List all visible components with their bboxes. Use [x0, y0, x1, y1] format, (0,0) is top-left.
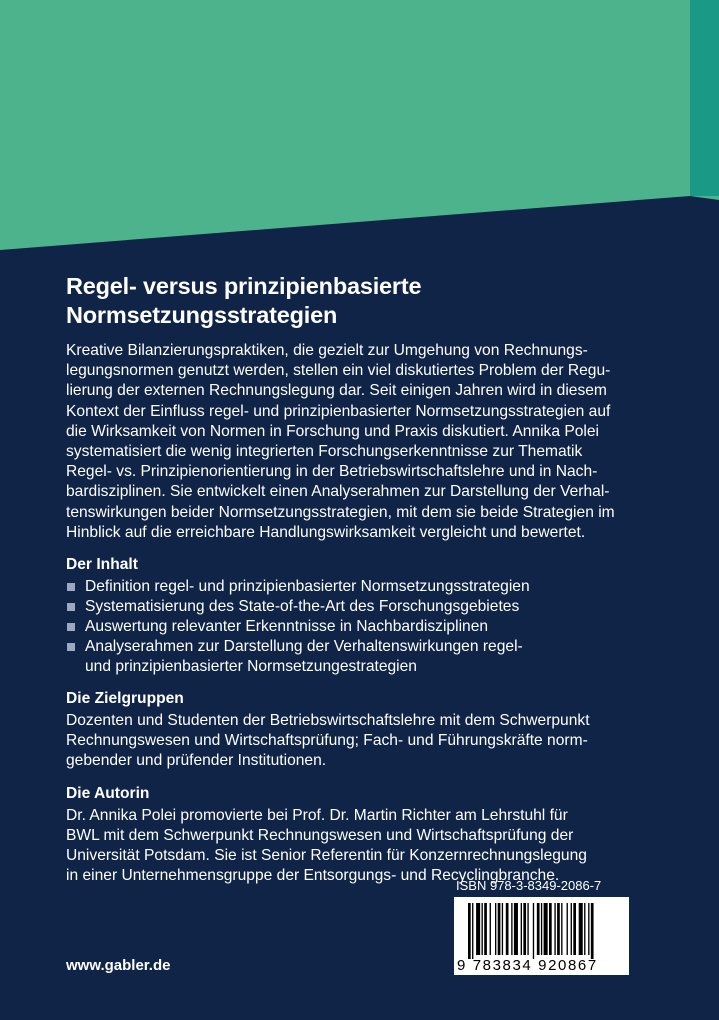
barcode-digits: 9 783834 920867: [457, 957, 598, 974]
barcode-bar: [588, 903, 589, 955]
description-line: Hinblick auf die erreichbare Handlungswirksamkeit vergleicht und bewertet.: [66, 523, 586, 541]
autorin-line: in einer Unternehmensgruppe der Entsorgungs- und Recyclingbranche.: [66, 867, 560, 885]
barcode-bar: [567, 903, 568, 955]
square-bullet-icon: [67, 583, 75, 591]
zielgruppen-line: gebender und prüfender Institutionen.: [66, 752, 327, 770]
autorin-text: [66, 806, 656, 887]
barcode-bar: [549, 903, 552, 955]
zielgruppen-heading: Die Zielgruppen: [66, 690, 184, 708]
autorin-line: Universität Potsdam. Sie ist Senior Referentin für Konzernrechnungslegung: [66, 847, 587, 865]
barcode-bar: [573, 903, 576, 955]
description-line: Regel- vs. Prinzipienorientierung in der Betriebswirtschaftslehre und in Nach-: [66, 463, 598, 481]
barcode-bar: [533, 903, 534, 959]
list-item: [66, 577, 656, 597]
barcode-bar: [561, 903, 562, 955]
barcode-bar: [557, 903, 560, 955]
description-line: die Wirksamkeit von Normen in Forschung und Praxis diskutiert. Annika Polei: [66, 422, 600, 440]
description-line: systematisiert die wenig integrierten Forschungserkenntnisse zur Thematik: [66, 443, 583, 461]
barcode-bar: [514, 903, 518, 955]
zielgruppen-line: Dozenten und Studenten der Betriebswirtschaftslehre mit dem Schwerpunkt: [66, 712, 590, 730]
back-cover-text: [66, 272, 656, 886]
barcode-bar: [571, 903, 572, 955]
barcode-bar: [579, 903, 583, 955]
list-item: [66, 617, 656, 637]
barcode-bar: [472, 903, 473, 959]
barcode-bar: [537, 903, 540, 955]
barcode-bar: [468, 903, 471, 959]
barcode-bar: [498, 903, 501, 955]
list-item: [66, 597, 656, 617]
barcode-bar: [511, 903, 512, 955]
title-line-1: Regel- versus prinzipienbasierte: [66, 273, 422, 299]
barcode-bar: [506, 903, 509, 955]
barcode-bar: [476, 903, 480, 955]
barcode: [454, 897, 629, 975]
square-bullet-icon: [67, 623, 75, 631]
list-item-text: Auswertung relevanter Erkenntnisse in Nachbardisziplinen: [85, 618, 489, 636]
barcode-bar: [495, 903, 496, 955]
barcode-bar: [523, 903, 526, 955]
description-line: tenswirkungen beider Normsetzungsstrategien, mit dem sie beide Strategien im: [66, 503, 615, 521]
barcode-bar: [541, 903, 542, 955]
inhalt-heading: Der Inhalt: [66, 556, 138, 574]
inhalt-list: [66, 577, 656, 677]
title-line-2: Normsetzungsstrategien: [66, 302, 338, 328]
barcode-bar: [527, 903, 528, 955]
autorin-line: BWL mit dem Schwerpunkt Rechnungswesen und Wirtschaftsprüfung der: [66, 826, 574, 844]
description-line: Kreative Bilanzierungspraktiken, die gezielt zur Umgehung von Rechnungs-: [66, 342, 588, 359]
barcode-bar: [482, 903, 483, 955]
description-line: Kontext der Einfluss regel- und prinzipienbasierter Normsetzungsstrategien auf: [66, 402, 611, 420]
description-line: bardisziplinen. Sie entwickelt einen Analyserahmen zur Darstellung der Verhal-: [66, 483, 610, 501]
description-line: legungsnormen genutzt werden, stellen ein viel diskutiertes Problem der Regu-: [66, 362, 611, 380]
description: [66, 341, 656, 543]
isbn-label: ISBN 978-3-8349-2086-7: [456, 878, 602, 893]
barcode-bar: [544, 903, 548, 955]
zielgruppen-text: [66, 711, 656, 772]
barcode-bar: [584, 903, 585, 955]
list-item-text-continued: und prinzipienbasierter Normsetzungestrategien: [85, 658, 417, 676]
list-item-text: Systematisierung des State-of-the-Art des Forschungsgebietes: [85, 598, 520, 616]
square-bullet-icon: [67, 643, 75, 651]
barcode-bar: [502, 903, 503, 955]
barcode-bar: [490, 903, 491, 955]
list-item-text: Definition regel- und prinzipienbasierter Normsetzungsstrategien: [85, 578, 530, 596]
autorin-heading: Die Autorin: [66, 784, 150, 802]
barcode-bar: [521, 903, 522, 955]
list-item-text: Analyserahmen zur Darstellung der Verhaltenswirkungen regel-: [85, 638, 523, 656]
list-item: [66, 637, 656, 677]
green-band-edge: [690, 0, 719, 196]
publisher-website: www.gabler.de: [66, 957, 171, 974]
description-line: lierung der externen Rechnungslegung dar. Seit einigen Jahren wird in diesem: [66, 382, 607, 400]
barcode-bar: [591, 903, 594, 959]
square-bullet-icon: [67, 603, 75, 611]
barcode-bar: [484, 903, 487, 955]
zielgruppen-line: Rechnungswesen und Wirtschaftsprüfung; Fach- und Führungskräfte norm-: [66, 732, 588, 750]
autorin-line: Dr. Annika Polei promovierte bei Prof. Dr. Martin Richter am Lehrstuhl für: [66, 806, 568, 824]
barcode-bar: [554, 903, 555, 955]
book-title: [66, 272, 656, 330]
